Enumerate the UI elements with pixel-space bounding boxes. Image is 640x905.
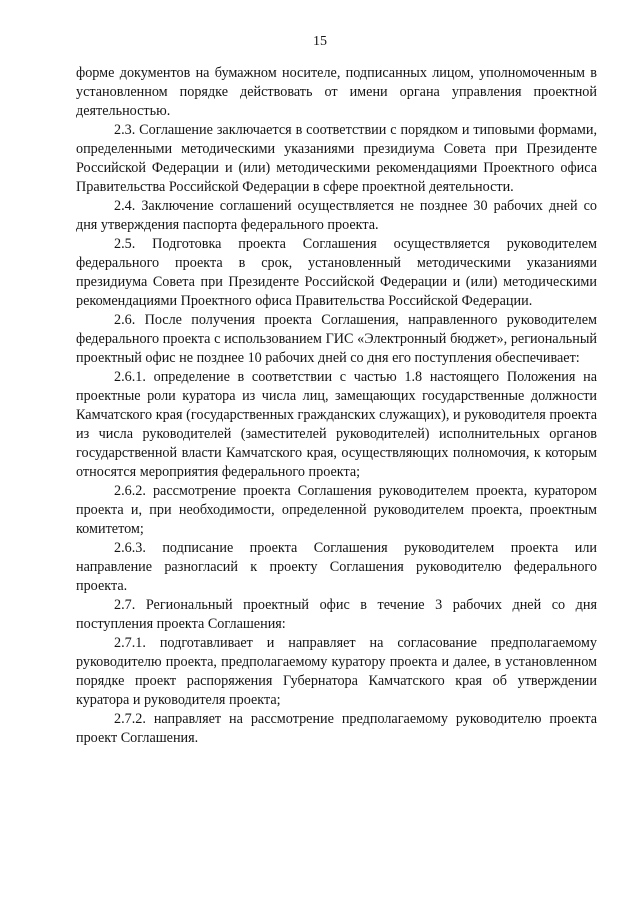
paragraph-2-6-1: 2.6.1. определение в соответствии с частью 1.8 настоящего Положения на проектные роли куратора из числа лиц, замещающих государственные должности Камчатского края (государственных гражданских служащих), и руководителя проекта из числа руководителей (заместителей руководителей) исполнительных органов государственной власти Камчатского края, осуществляющих полномочия, к которым относятся мероприятия федерального проекта;	[76, 369, 597, 480]
paragraph-continuation: форме документов на бумажном носителе, подписанных лицом, уполномоченным в установленном порядке действовать от имени органа управления проектной деятельностью.	[76, 65, 597, 119]
paragraph-2-6-2: 2.6.2. рассмотрение проекта Соглашения руководителем проекта, куратором проекта и, при необходимости, определенной руководителем проекта, проектным комитетом;	[76, 483, 597, 537]
paragraph-2-7-1: 2.7.1. подготавливает и направляет на согласование предполагаемому руководителю проекта, предполагаемому куратору проекта и далее, в установленном порядке проект распоряжения Губернатора Камчатского края об утверждении куратора и руководителя проекта;	[76, 635, 597, 708]
paragraph-2-6: 2.6. После получения проекта Соглашения, направленного руководителем федерального проекта с использованием ГИС «Электронный бюджет», региональный проектный офис не позднее 10 рабочих дней со дня его поступления обеспечивает:	[76, 312, 597, 366]
paragraph-2-3: 2.3. Соглашение заключается в соответствии с порядком и типовыми формами, определенными методическими указаниями президиума Совета при Президенте Российской Федерации и (или) методическими рекомендациями Проектного офиса Правительства Российской Федерации в сфере проектной деятельности.	[76, 122, 597, 195]
paragraph-2-7-2: 2.7.2. направляет на рассмотрение предполагаемому руководителю проекта проект Соглашения.	[76, 711, 597, 746]
paragraph-2-5: 2.5. Подготовка проекта Соглашения осуществляется руководителем федерального проекта в срок, установленный методическими указаниями президиума Совета при Президенте Российской Федерации и (или) методическими рекомендациями Проектного офиса Правительства Российской Федерации.	[76, 236, 597, 309]
paragraph-2-4: 2.4. Заключение соглашений осуществляется не позднее 30 рабочих дней со дня утверждения паспорта федерального проекта.	[76, 198, 597, 233]
page-number: 15	[313, 34, 327, 49]
paragraph-2-7: 2.7. Региональный проектный офис в течение 3 рабочих дней со дня поступления проекта Соглашения:	[76, 597, 597, 632]
paragraph-2-6-3: 2.6.3. подписание проекта Соглашения руководителем проекта или направление разногласий к проекту Соглашения руководителю федерального проекта.	[76, 540, 597, 594]
document-body	[76, 64, 597, 748]
